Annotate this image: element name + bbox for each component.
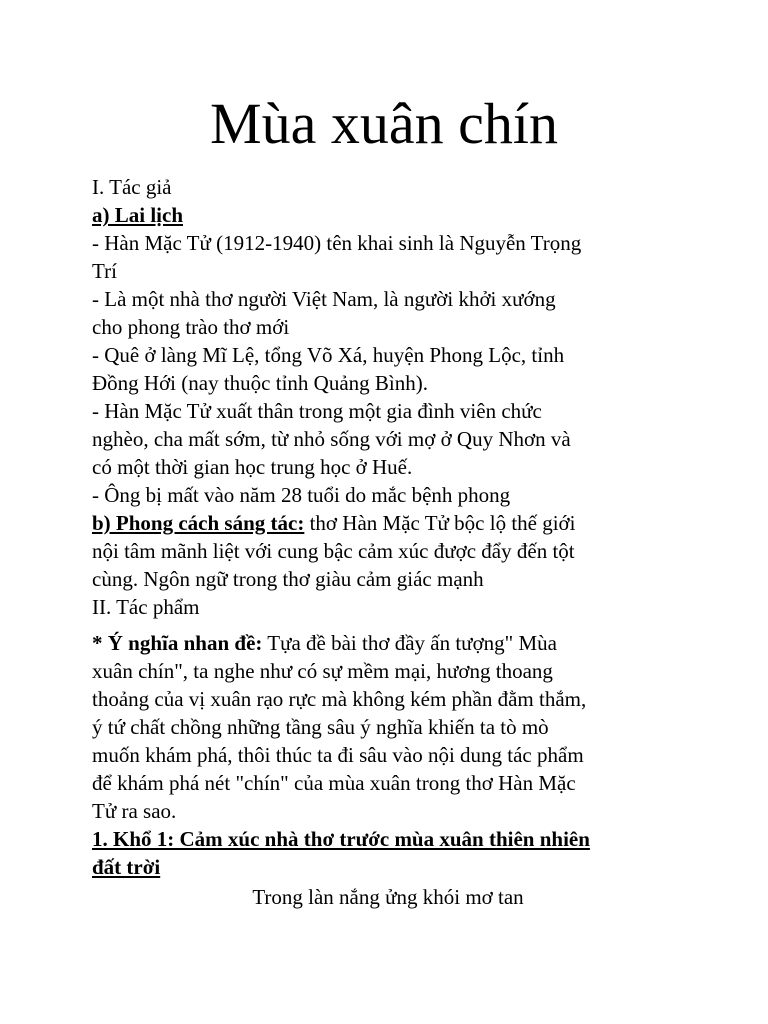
meaning-label: * Ý nghĩa nhan đề: (92, 631, 263, 655)
text-line: - Hàn Mặc Tử (1912-1940) tên khai sinh là Nguyễn Trọng (92, 231, 582, 255)
text-line: nghèo, cha mất sớm, từ nhỏ sống với mợ ở Quy Nhơn và (92, 427, 571, 451)
text-line: ý tứ chất chồng những tầng sâu ý nghĩa khiến ta tò mò (92, 715, 549, 739)
subheading-background: a) Lai lịch (92, 203, 184, 227)
text-line: cùng. Ngôn ngữ trong thơ giàu cảm giác mạnh (92, 567, 484, 591)
style-paragraph-first-line (92, 509, 684, 537)
meaning-first-line (92, 629, 684, 657)
text-line: muốn khám phá, thôi thúc ta đi sâu vào nội dung tác phẩm (92, 743, 584, 767)
text-line: - Hàn Mặc Tử xuất thân trong một gia đình viên chức (92, 399, 542, 423)
text-line: Đồng Hới (nay thuộc tỉnh Quảng Bình). (92, 371, 428, 395)
stanza-heading-line: đất trời (92, 855, 161, 879)
section-heading-work: II. Tác phẩm (92, 595, 200, 619)
text-line: Tử ra sao. (92, 799, 177, 823)
text-inline: thơ Hàn Mặc Tử bộc lộ thế giới (304, 511, 576, 535)
document-title: Mùa xuân chín (210, 91, 558, 156)
poem-verse: Trong làn nắng ửng khói mơ tan (252, 885, 524, 909)
text-line: để khám phá nét "chín" của mùa xuân trong thơ Hàn Mặc (92, 771, 576, 795)
text-line: - Là một nhà thơ người Việt Nam, là người khởi xướng (92, 287, 556, 311)
stanza-heading-line: 1. Khổ 1: Cảm xúc nhà thơ trước mùa xuân thiên nhiên (92, 827, 590, 851)
text-line: nội tâm mãnh liệt với cung bậc cảm xúc được đẩy đến tột (92, 539, 575, 563)
title-meaning-paragraph (92, 629, 684, 825)
subheading-style: b) Phong cách sáng tác: (92, 511, 305, 535)
section-heading-author: I. Tác giả (92, 175, 172, 199)
text-inline: Tựa đề bài thơ đầy ấn tượng" Mùa (262, 631, 557, 655)
text-line: - Quê ở làng Mĩ Lệ, tổng Võ Xá, huyện Phong Lộc, tỉnh (92, 343, 565, 367)
background-paragraph (92, 229, 684, 509)
document-body (92, 173, 684, 911)
text-line: thoảng của vị xuân rạo rực mà không kém phần đằm thắm, (92, 687, 587, 711)
text-line: có một thời gian học trung học ở Huế. (92, 455, 413, 479)
text-line: cho phong trào thơ mới (92, 315, 290, 339)
text-line: - Ông bị mất vào năm 28 tuổi do mắc bệnh phong (92, 483, 511, 507)
text-line: Trí (92, 259, 117, 283)
text-line: xuân chín", ta nghe như có sự mềm mại, hương thoang (92, 659, 553, 683)
